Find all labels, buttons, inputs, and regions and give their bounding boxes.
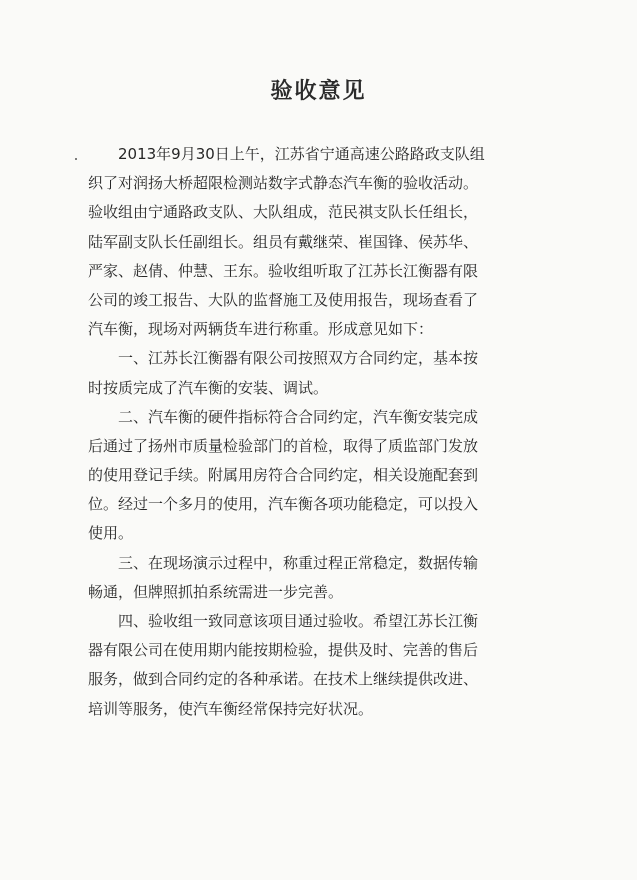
text-line: 畅通，但牌照抓拍系统需进一步完善。	[88, 582, 344, 601]
ink-speck	[75, 158, 77, 160]
text-line: 的使用登记手续。附属用房符合合同约定，相关设施配套到	[88, 466, 479, 485]
text-line: 培训等服务，使汽车衡经常保持完好状况。	[88, 699, 374, 718]
text-line: 服务，做到合同约定的各种承诺。在技术上继续提供改进、	[88, 670, 479, 689]
text-line: 一、江苏长江衡器有限公司按照双方合同约定，基本按	[88, 349, 479, 368]
text-line: 陆军副支队长任副组长。组员有戴继荣、崔国锋、侯苏华、	[88, 232, 479, 251]
text-line: 器有限公司在使用期内能按期检验，提供及时、完善的售后	[88, 641, 479, 660]
text-line: 四、验收组一致同意该项目通过验收。希望江苏长江衡	[88, 612, 479, 630]
text-line: 时按质完成了汽车衡的安装、调试。	[88, 378, 329, 397]
text-line: 验收组由宁通路政支队、大队组成，范民祺支队长任组长，	[88, 203, 479, 222]
document-body	[88, 140, 538, 724]
text-line: 位。经过一个多月的使用，汽车衡各项功能稳定，可以投入	[88, 495, 479, 514]
text-line: 严家、赵倩、仲慧、王东。验收组听取了江苏长江衡器有限	[88, 261, 479, 280]
text-line: 后通过了扬州市质量检验部门的首检，取得了质监部门发放	[88, 436, 479, 455]
text-line: 织了对润扬大桥超限检测站数字式静态汽车衡的验收活动。	[88, 174, 479, 193]
text-line: 使用。	[88, 524, 134, 543]
text-line: 汽车衡，现场对两辆货车进行称重。形成意见如下：	[88, 320, 434, 339]
text-line: 2013年9月30日上午，江苏省宁通高速公路路政支队组	[88, 145, 485, 163]
page-title: 验收意见	[270, 78, 367, 104]
text-line: 三、在现场演示过程中，称重过程正常稳定，数据传输	[88, 553, 479, 572]
text-line: 公司的竣工报告、大队的监督施工及使用报告，现场查看了	[88, 290, 479, 309]
text-line: 二、汽车衡的硬件指标符合合同约定，汽车衡安装完成	[88, 407, 479, 426]
